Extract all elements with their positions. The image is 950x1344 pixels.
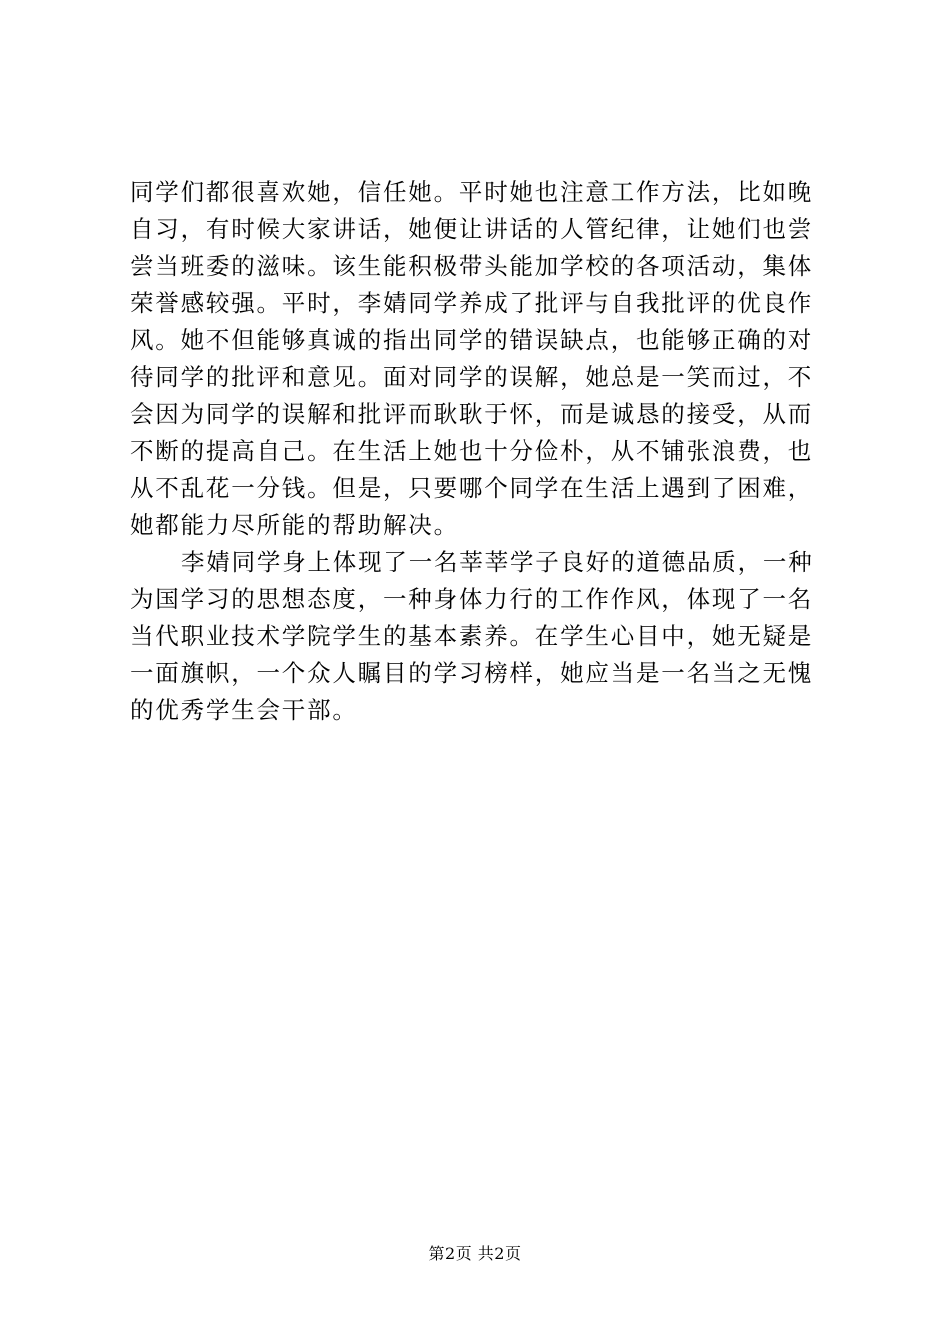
body-line: 李婧同学身上体现了一名莘莘学子良好的道德品质，一种 [181, 548, 814, 576]
body-line: 尝当班委的滋味。该生能积极带头能加学校的各项活动，集体 [130, 252, 814, 280]
body-line: 不断的提高自己。在生活上她也十分俭朴，从不铺张浪费，也 [130, 437, 814, 465]
body-line: 会因为同学的误解和批评而耿耿于怀，而是诚恳的接受，从而 [130, 400, 814, 428]
body-line: 自习，有时候大家讲话，她便让讲话的人管纪律，让她们也尝 [130, 215, 814, 243]
body-line: 同学们都很喜欢她，信任她。平时她也注意工作方法，比如晚 [130, 178, 814, 206]
body-line: 当代职业技术学院学生的基本素养。在学生心目中，她无疑是 [130, 622, 814, 650]
body-line: 的优秀学生会干部。 [130, 696, 358, 724]
page-number-footer: 第2页 共2页 [428, 1244, 522, 1263]
body-line: 荣誉感较强。平时，李婧同学养成了批评与自我批评的优良作 [130, 289, 814, 317]
body-line: 她都能力尽所能的帮助解决。 [130, 511, 459, 539]
body-line: 为国学习的思想态度，一种身体力行的工作作风，体现了一名 [130, 585, 814, 613]
body-line: 待同学的批评和意见。面对同学的误解，她总是一笑而过，不 [130, 363, 814, 391]
body-line: 从不乱花一分钱。但是，只要哪个同学在生活上遇到了困难， [130, 474, 814, 502]
document-body [130, 174, 830, 729]
body-line: 风。她不但能够真诚的指出同学的错误缺点，也能够正确的对 [130, 326, 814, 354]
body-line: 一面旗帜，一个众人瞩目的学习榜样，她应当是一名当之无愧 [130, 659, 814, 687]
